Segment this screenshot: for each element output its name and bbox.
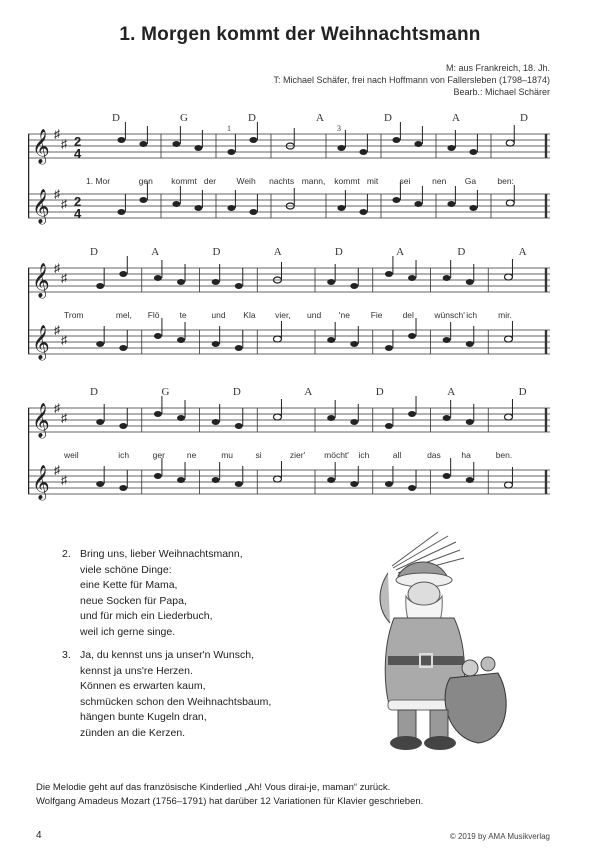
quarter-note (96, 341, 104, 347)
lyric-syllable: weil (64, 450, 79, 460)
quarter-note (392, 197, 400, 203)
quarter-note (177, 337, 185, 343)
verse-line: eine Kette für Mama, (80, 579, 178, 591)
song-title: 1. Morgen kommt der Weihnachtsmann (119, 24, 481, 45)
quarter-note (327, 415, 335, 421)
chord-symbol: A (396, 246, 405, 258)
quarter-note (350, 283, 358, 289)
quarter-note (385, 481, 393, 487)
treble-clef-icon: 𝄞 (32, 189, 50, 224)
quarter-note (212, 419, 220, 425)
verse-2 (62, 547, 243, 640)
lower-staff (28, 182, 550, 225)
quarter-note (359, 209, 367, 215)
quarter-note (172, 141, 180, 147)
verse-number: 2. (62, 548, 71, 560)
quarter-note (212, 341, 220, 347)
chord-symbol: A (315, 112, 324, 124)
lyric-syllable: möcht' (324, 450, 349, 460)
footnote-line-2: Wolfgang Amadeus Mozart (1756–1791) hat darüber 12 Variationen für Klavier geschrieben. (36, 796, 424, 807)
lower-staff (28, 318, 550, 361)
quarter-note (227, 205, 235, 211)
quarter-note (359, 149, 367, 155)
chord-symbol: D (247, 112, 256, 124)
quarter-note (119, 485, 127, 491)
quarter-note (235, 423, 243, 429)
chord-symbol: A (451, 112, 460, 124)
quarter-note (414, 141, 422, 147)
verse-line: und für mich ein Liederbuch, (80, 610, 213, 622)
copyright: © 2019 by AMA Musikverlag (449, 832, 550, 841)
fingering-number: 1 (227, 124, 231, 133)
verse-number: 3. (62, 649, 71, 661)
quarter-note (235, 283, 243, 289)
chord-symbol: D (518, 386, 527, 398)
quarter-note (385, 345, 393, 351)
lyric-syllable: Kla (243, 310, 256, 320)
quarter-note (350, 481, 358, 487)
sharp-icon: ♯ (54, 261, 60, 275)
music-system-2 (28, 244, 550, 384)
quarter-note (469, 205, 477, 211)
quarter-note (96, 481, 104, 487)
verse-line: neue Socken für Papa, (80, 594, 187, 607)
quarter-note (119, 423, 127, 429)
quarter-note (154, 333, 162, 339)
lyric-syllable: nachts (269, 176, 295, 186)
chord-symbol: D (334, 246, 343, 258)
verse-line: hängen bunte Kugeln dran, (80, 711, 207, 723)
credit-text: T: Michael Schäfer, frei nach Hoffmann von Fallersleben (1798–1874) (273, 75, 550, 85)
lyric-syllable: das (427, 450, 441, 460)
quarter-note (249, 137, 257, 143)
quarter-note (212, 477, 220, 483)
quarter-note (139, 197, 147, 203)
sharp-icon: ♯ (54, 127, 60, 141)
half-note (504, 482, 512, 488)
lyric-syllable: si (255, 450, 262, 460)
quarter-note (327, 477, 335, 483)
lyric-syllable: und (307, 310, 322, 320)
half-note (273, 476, 281, 482)
quarter-note (337, 145, 345, 151)
quarter-note (212, 279, 220, 285)
half-note (504, 274, 512, 280)
quarter-note (469, 149, 477, 155)
verse-line: schmücken schon den Weihnachtsbaum, (80, 695, 272, 708)
quarter-note (350, 419, 358, 425)
staff-svg (28, 104, 550, 244)
sharp-icon: ♯ (61, 271, 67, 285)
chord-symbol: A (273, 246, 282, 258)
credit-arrangement: Bearb.: Michael Schärer (453, 87, 550, 97)
chord-symbol: A (304, 386, 313, 398)
lyric-syllable: del (402, 310, 414, 320)
lyric-syllable: mel, (115, 310, 132, 320)
chord-symbol: D (90, 386, 98, 398)
lyric-syllable: sei (399, 176, 411, 186)
sharp-icon: ♯ (54, 187, 60, 201)
sharp-icon: ♯ (61, 137, 67, 151)
quarter-note (337, 205, 345, 211)
fingering-number: 3 (337, 124, 341, 133)
sharp-icon: ♯ (61, 333, 67, 347)
lower-staff (28, 458, 550, 501)
credit-melody: M: aus Frankreich, 18. Jh. (445, 63, 550, 73)
quarter-note (227, 149, 235, 155)
lyric-syllable: ich (358, 450, 370, 460)
sharp-icon: ♯ (54, 323, 60, 337)
time-signature-upper: 2 (74, 134, 82, 149)
lyric-syllable: Weih (236, 176, 256, 186)
quarter-note (408, 333, 416, 339)
lyric-syllable: mir. (498, 310, 512, 320)
music-system-3 (28, 384, 550, 524)
quarter-note (96, 283, 104, 289)
credits (274, 62, 551, 98)
lyric-syllable: wünsch' (434, 310, 465, 320)
sharp-icon: ♯ (54, 401, 60, 415)
quarter-note (385, 271, 393, 277)
half-note (504, 336, 512, 342)
lyric-syllable: mu (221, 450, 234, 460)
lyric-syllable: ha (461, 450, 471, 460)
lyric-syllable: zier' (289, 450, 306, 460)
santa-illustration (338, 528, 518, 763)
quarter-note (443, 337, 451, 343)
chord-symbol: A (151, 246, 160, 258)
quarter-note (408, 411, 416, 417)
lyric-syllable: kommt (334, 176, 360, 186)
lyric-syllable: der (203, 176, 217, 186)
time-signature-lower: 4 (74, 206, 82, 221)
footnote-line-1: Die Melodie geht auf das französische Kinderlied „Ah! Vous dirai-je, maman“ zurück. (36, 782, 391, 793)
page-number: 4 (36, 830, 42, 841)
lyric-syllable: ben: (497, 176, 514, 186)
footnote (36, 781, 423, 809)
quarter-note (194, 145, 202, 151)
quarter-note (466, 477, 474, 483)
quarter-note (154, 275, 162, 281)
time-signature-lower: 4 (74, 146, 82, 161)
half-note (506, 200, 514, 206)
quarter-note (447, 145, 455, 151)
half-note (273, 336, 281, 342)
quarter-note (177, 477, 185, 483)
sharp-icon: ♯ (61, 473, 67, 487)
lyric-syllable: ich (118, 450, 130, 460)
lyric-syllable: Flö (147, 310, 160, 320)
lyric-syllable: Trom (64, 310, 84, 320)
lyric-syllable: te (179, 310, 187, 320)
chord-symbol: D (90, 246, 98, 258)
lyric-syllable: ger (152, 450, 165, 460)
lyric-syllable: und (211, 310, 226, 320)
chord-symbol: A (447, 386, 456, 398)
quarter-note (172, 201, 180, 207)
treble-clef-icon: 𝄞 (32, 263, 50, 298)
lyric-syllable: gen (138, 176, 153, 186)
quarter-note (466, 419, 474, 425)
quarter-note (117, 209, 125, 215)
quarter-note (327, 337, 335, 343)
lyric-syllable: 'ne (338, 310, 350, 320)
lyric-syllable: nen (432, 176, 447, 186)
verse-line: viele schöne Dinge: (80, 563, 172, 576)
time-signature-upper: 2 (74, 194, 82, 209)
half-note (273, 414, 281, 420)
verse-line: zünden an die Kerzen. (80, 726, 186, 739)
quarter-note (117, 137, 125, 143)
quarter-note (408, 485, 416, 491)
verse-line: 2. Bring uns, lieber Weihnachtsmann, (62, 547, 243, 563)
treble-clef-icon: 𝄞 (32, 325, 50, 360)
lyric-syllable: ich (466, 310, 478, 320)
quarter-note (414, 201, 422, 207)
lyric-syllable: mit (366, 176, 379, 186)
treble-clef-icon: 𝄞 (32, 403, 50, 438)
upper-staff (28, 256, 550, 299)
chord-symbol: D (112, 112, 120, 124)
half-note (504, 414, 512, 420)
chord-symbol: D (212, 246, 221, 258)
sharp-icon: ♯ (61, 197, 67, 211)
quarter-note (139, 141, 147, 147)
quarter-note (177, 415, 185, 421)
quarter-note (408, 275, 416, 281)
quarter-note (327, 279, 335, 285)
chord-symbol: G (179, 112, 188, 124)
quarter-note (154, 411, 162, 417)
quarter-note (447, 201, 455, 207)
chord-symbol: D (457, 246, 466, 258)
quarter-note (443, 275, 451, 281)
quarter-note (194, 205, 202, 211)
quarter-note (466, 279, 474, 285)
lyric-syllable: Fie (370, 310, 383, 320)
upper-staff (28, 122, 550, 165)
chord-symbol: D (519, 112, 528, 124)
upper-staff (28, 396, 550, 439)
chord-symbol: G (161, 386, 170, 398)
lyric-syllable: Ga (464, 176, 477, 186)
verse-line: weil ich gerne singe. (80, 625, 176, 638)
lyric-syllable: mann, (301, 176, 326, 186)
verse-line: Können es erwarten kaum, (80, 680, 206, 692)
verse-3 (62, 648, 271, 741)
half-note (506, 140, 514, 146)
treble-clef-icon: 𝄞 (32, 465, 50, 500)
chord-symbol: D (375, 386, 384, 398)
quarter-note (235, 481, 243, 487)
quarter-note (392, 137, 400, 143)
quarter-note (385, 423, 393, 429)
chord-symbol: D (232, 386, 241, 398)
lyric-syllable: all (392, 450, 402, 460)
quarter-note (96, 419, 104, 425)
quarter-note (154, 473, 162, 479)
quarter-note (177, 279, 185, 285)
music-system-1 (28, 104, 550, 254)
sharp-icon: ♯ (54, 463, 60, 477)
chord-symbol: D (383, 112, 392, 124)
quarter-note (443, 473, 451, 479)
lyric-syllable: 1. Mor (86, 176, 111, 186)
treble-clef-icon: 𝄞 (32, 129, 50, 164)
quarter-note (235, 345, 243, 351)
quarter-note (249, 209, 257, 215)
lyric-syllable: kommt (171, 176, 197, 186)
lyric-syllable: vier, (275, 310, 291, 320)
verse-line: kennst ja uns're Herzen. (80, 664, 193, 677)
quarter-note (119, 271, 127, 277)
lyric-syllable: ben. (495, 450, 513, 460)
verse-line: 3. Ja, du kennst uns ja unser'n Wunsch, (62, 648, 271, 664)
lyric-syllable: ne (186, 450, 197, 460)
quarter-note (443, 415, 451, 421)
quarter-note (119, 345, 127, 351)
quarter-note (466, 341, 474, 347)
quarter-note (350, 341, 358, 347)
chord-symbol: A (518, 246, 527, 258)
sharp-icon: ♯ (61, 411, 67, 425)
